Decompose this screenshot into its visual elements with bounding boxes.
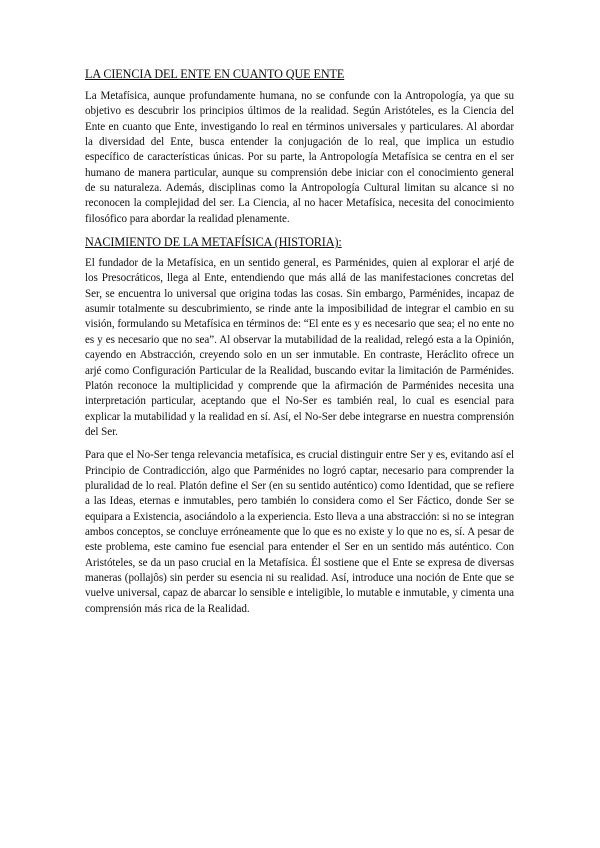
paragraph-metafisica-intro: La Metafísica, aunque profundamente humana, no se confunde con la Antropología, ya que su objetivo es descubrir los principios últimos de la realidad. Según Aristóteles, es la Ciencia del Ente en cuanto que Ente, investigando lo real en términos universales y particulares. Al abordar la diversidad del Ente, busca entender la conjugación de lo real, que implica un estudio específico de características únicas. Por su parte, la Antropología Metafísica se centra en el ser humano de manera particular, aunque su comprensión debe iniciar con el conocimiento general de su naturaleza. Además, disciplinas como la Antropología Cultural limitan su alcance si no reconocen la complejidad del ser. La Ciencia, al no hacer Metafísica, necesita del conocimiento filosófico para abordar la realidad plenamente.: [85, 90, 514, 225]
paragraph-historia-parmenides: El fundador de la Metafísica, en un sentido general, es Parménides, quien al explorar el arjé de los Presocráticos, llega al Ente, entendiendo que más allá de las manifestaciones concretas del Ser, se encuentra lo universal que origina todas las cosas. Sin embargo, Parménides, incapaz de asumir totalmente su descubrimiento, se rinde ante la imposibilidad de integrar el cambio en su visión, formulando su Metafísica en términos de: “El ente es y es necesario que sea; el no ente no es y es necesario que no sea”. Al observar la mutabilidad de la realidad, relegó esta a la Opinión, cayendo en Abstracción, creyendo solo en un ser inmutable. En contraste, Heráclito ofrece un arjé como Configuración Particular de la Realidad, buscando evitar la limitación de Parménides. Platón reconoce la multiplicidad y comprende que la afirmación de Parménides necesita una interpretación particular, aceptando que el No-Ser es también real, lo cual es esencial para explicar la mutabilidad y la realidad en sí. Así, el No-Ser debe integrarse en nuestra comprensión del Ser.: [85, 257, 514, 438]
section-heading-nacimiento-metafisica: NACIMIENTO DE LA METAFÍSICA (HISTORIA):: [85, 235, 342, 250]
document-page: [85, 66, 514, 617]
section-heading-ciencia-del-ente: LA CIENCIA DEL ENTE EN CUANTO QUE ENTE: [85, 67, 345, 81]
paragraph-no-ser-aristoteles: Para que el No-Ser tenga relevancia metafísica, es crucial distinguir entre Ser y es, evitando así el Principio de Contradicción, algo que Parménides no logró captar, necesario para comprender la pluralidad de lo real. Platón define el Ser (en su sentido auténtico) como Identidad, que se refiere a las Ideas, eternas e inmutables, pero también lo considera como el Ser Fáctico, donde Ser se equipara a Existencia, asociándolo a la experiencia. Esto lleva a una abstracción: si no se integran ambos conceptos, se concluye erróneamente que lo que es no existe y lo que no es, sí. A pesar de este problema, este camino fue esencial para entender el Ser en un sentido más auténtico. Con Aristóteles, se da un paso crucial en la Metafísica. Él sostiene que el Ente se expresa de diversas maneras (pollajôs) sin perder su esencia ni su realidad. Así, introduce una noción de Ente que se vuelve universal, capaz de abarcar lo sensible e inteligible, lo mutable e inmutable, y cimenta una comprensión más rica de la Realidad.: [85, 449, 514, 615]
